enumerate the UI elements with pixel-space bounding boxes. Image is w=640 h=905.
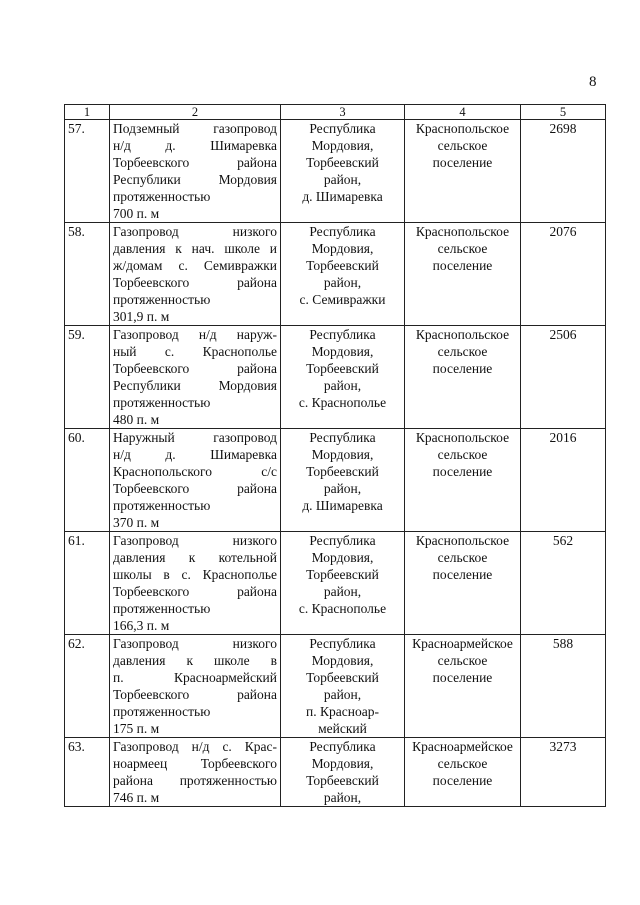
description-line: 175 п. м [113, 721, 160, 736]
description-line: Газопровод н/д наруж- [113, 327, 277, 342]
description-line: ж/домам с. Семивражки [113, 258, 277, 273]
row-settlement [405, 635, 521, 738]
description-line: 301,9 п. м [113, 309, 170, 324]
location-line: Республика [309, 739, 376, 754]
table-row [65, 326, 606, 429]
description-line: протяженностью [113, 704, 211, 719]
header-cell-location: 3 [281, 105, 405, 120]
location-line: д. Шимаревка [302, 189, 383, 204]
row-settlement [405, 223, 521, 326]
settlement-line: сельское [437, 344, 488, 359]
page-number: 8 [589, 74, 597, 90]
header-cell-description: 2 [110, 105, 281, 120]
description-line: ноармеец Торбеевского [113, 756, 277, 771]
description-line: ный с. Краснополье [113, 344, 277, 359]
description-line: протяженностью [113, 189, 211, 204]
location-line: район, [323, 275, 362, 290]
row-number: 61. [65, 532, 110, 635]
table-row [65, 635, 606, 738]
settlement-line: поселение [432, 464, 493, 479]
description-line: Торбеевского района [113, 155, 277, 170]
settlement-line: поселение [432, 155, 493, 170]
row-location [281, 223, 405, 326]
location-line: Торбеевский [306, 361, 379, 376]
row-description [110, 429, 281, 532]
description-line: Торбеевского района [113, 687, 277, 702]
description-line: Торбеевского района [113, 275, 277, 290]
settlement-line: Краснопольское [415, 121, 510, 136]
table-body [65, 105, 606, 807]
description-line: школы в с. Краснополье [113, 567, 277, 582]
location-line: Республика [309, 121, 376, 136]
location-line: д. Шимаревка [302, 498, 383, 513]
row-year: 2698 [521, 120, 606, 223]
settlement-line: Краснопольское [415, 327, 510, 342]
location-line: Мордовия, [311, 447, 374, 462]
location-line: Республика [309, 533, 376, 548]
header-cell-year: 5 [521, 105, 606, 120]
location-line: Республика [309, 327, 376, 342]
description-line: 700 п. м [113, 206, 160, 221]
row-location [281, 120, 405, 223]
header-row [65, 105, 606, 120]
location-line: Мордовия, [311, 550, 374, 565]
location-line: район, [323, 378, 362, 393]
description-line: Торбеевского района [113, 481, 277, 496]
row-description [110, 223, 281, 326]
settlement-line: сельское [437, 756, 488, 771]
location-line: район, [323, 687, 362, 702]
row-description [110, 120, 281, 223]
row-number: 63. [65, 738, 110, 807]
settlement-line: поселение [432, 258, 493, 273]
location-line: п. Красноар- [306, 704, 379, 719]
description-line: Республики Мордовия [113, 172, 277, 187]
settlement-line: Красноармейское [412, 636, 513, 651]
row-location [281, 429, 405, 532]
location-line: район, [323, 172, 362, 187]
row-settlement [405, 429, 521, 532]
row-location [281, 326, 405, 429]
location-line: с. Краснополье [298, 601, 387, 616]
settlement-line: поселение [432, 773, 493, 788]
row-year: 562 [521, 532, 606, 635]
location-line: Мордовия, [311, 241, 374, 256]
location-line: Торбеевский [306, 670, 379, 685]
description-line: н/д д. Шимаревка [113, 138, 277, 153]
row-settlement [405, 326, 521, 429]
location-line: Республика [309, 430, 376, 445]
description-line: п. Красноармейский [113, 670, 277, 685]
location-line: мейский [318, 721, 367, 736]
settlement-line: Краснопольское [415, 430, 510, 445]
row-settlement [405, 532, 521, 635]
settlement-line: поселение [432, 670, 493, 685]
location-line: Республика [309, 636, 376, 651]
row-year: 2016 [521, 429, 606, 532]
description-line: Торбеевского района [113, 584, 277, 599]
location-line: Торбеевский [306, 773, 379, 788]
description-line: давления к школе в [113, 653, 277, 668]
settlement-line: сельское [437, 138, 488, 153]
row-year: 2506 [521, 326, 606, 429]
row-number: 58. [65, 223, 110, 326]
registry-table [64, 104, 606, 807]
row-location [281, 738, 405, 807]
location-line: Торбеевский [306, 155, 379, 170]
description-line: протяженностью [113, 292, 211, 307]
location-line: Мордовия, [311, 138, 374, 153]
settlement-line: сельское [437, 447, 488, 462]
description-line: Газопровод низкого [113, 533, 277, 548]
description-line: Наружный газопровод [113, 430, 277, 445]
row-description [110, 532, 281, 635]
description-line: протяженностью [113, 498, 211, 513]
location-line: Торбеевский [306, 258, 379, 273]
description-line: Газопровод низкого [113, 636, 277, 651]
settlement-line: сельское [437, 550, 488, 565]
description-line: Газопровод низкого [113, 224, 277, 239]
description-line: Краснопольского с/с [113, 464, 277, 479]
description-line: давления к нач. школе и [113, 241, 277, 256]
settlement-line: сельское [437, 241, 488, 256]
row-number: 60. [65, 429, 110, 532]
location-line: с. Краснополье [298, 395, 387, 410]
settlement-line: сельское [437, 653, 488, 668]
row-number: 59. [65, 326, 110, 429]
row-year: 2076 [521, 223, 606, 326]
description-line: Газопровод н/д с. Крас- [113, 739, 277, 754]
location-line: Торбеевский [306, 567, 379, 582]
row-location [281, 635, 405, 738]
row-settlement [405, 738, 521, 807]
row-description [110, 635, 281, 738]
location-line: район, [323, 481, 362, 496]
description-line: 166,3 п. м [113, 618, 170, 633]
table-row [65, 532, 606, 635]
description-line: протяженностью [113, 601, 211, 616]
header-cell-settlement: 4 [405, 105, 521, 120]
location-line: с. Семивражки [299, 292, 386, 307]
table-row [65, 120, 606, 223]
location-line: Мордовия, [311, 756, 374, 771]
description-line: Подземный газопровод [113, 121, 277, 136]
table-row [65, 429, 606, 532]
row-number: 57. [65, 120, 110, 223]
row-description [110, 738, 281, 807]
table-row [65, 738, 606, 807]
location-line: район, [323, 790, 362, 805]
table-row [65, 223, 606, 326]
row-year: 588 [521, 635, 606, 738]
description-line: давления к котельной [113, 550, 277, 565]
description-line: протяженностью [113, 395, 211, 410]
row-description [110, 326, 281, 429]
location-line: Торбеевский [306, 464, 379, 479]
settlement-line: поселение [432, 567, 493, 582]
description-line: Республики Мордовия [113, 378, 277, 393]
location-line: район, [323, 584, 362, 599]
location-line: Мордовия, [311, 344, 374, 359]
description-line: 480 п. м [113, 412, 160, 427]
row-year: 3273 [521, 738, 606, 807]
location-line: Республика [309, 224, 376, 239]
description-line: района протяженностью [113, 773, 277, 788]
location-line: Мордовия, [311, 653, 374, 668]
row-location [281, 532, 405, 635]
description-line: Торбеевского района [113, 361, 277, 376]
row-settlement [405, 120, 521, 223]
settlement-line: Красноармейское [412, 739, 513, 754]
description-line: 370 п. м [113, 515, 160, 530]
description-line: 746 п. м [113, 790, 160, 805]
header-cell-number: 1 [65, 105, 110, 120]
row-number: 62. [65, 635, 110, 738]
settlement-line: Краснопольское [415, 533, 510, 548]
description-line: н/д д. Шимаревка [113, 447, 277, 462]
settlement-line: Краснопольское [415, 224, 510, 239]
settlement-line: поселение [432, 361, 493, 376]
